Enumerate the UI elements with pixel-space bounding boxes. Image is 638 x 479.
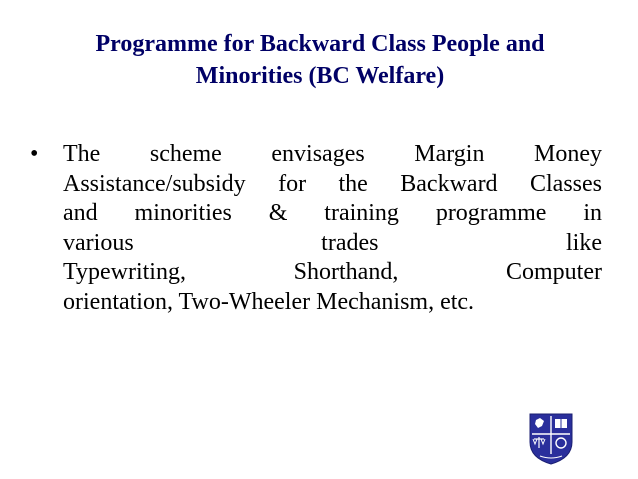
emblem-graphic [526,412,576,466]
bullet-dot: • [30,141,39,167]
bullet-line-1: The scheme envisages Margin Money [63,141,602,167]
bullet-line-4: various trades like [63,229,602,256]
title-line-1: Programme for Backward Class People and [95,31,545,57]
bullet-line-6: orientation, Two-Wheeler Mechanism, etc. [63,288,475,315]
bullet-item [30,140,602,317]
bullet-line-5: Typewriting, Shorthand, Computer [63,259,602,285]
title-line-2: Minorities (BC Welfare) [195,63,445,89]
bullet-line-3: and minorities & training programme in [63,200,602,226]
bullet-list [30,140,602,317]
bullet-line-2: Assistance/subsidy for the Backward Classes [63,170,602,197]
slide-title [30,28,610,92]
institution-emblem-icon [526,412,576,466]
